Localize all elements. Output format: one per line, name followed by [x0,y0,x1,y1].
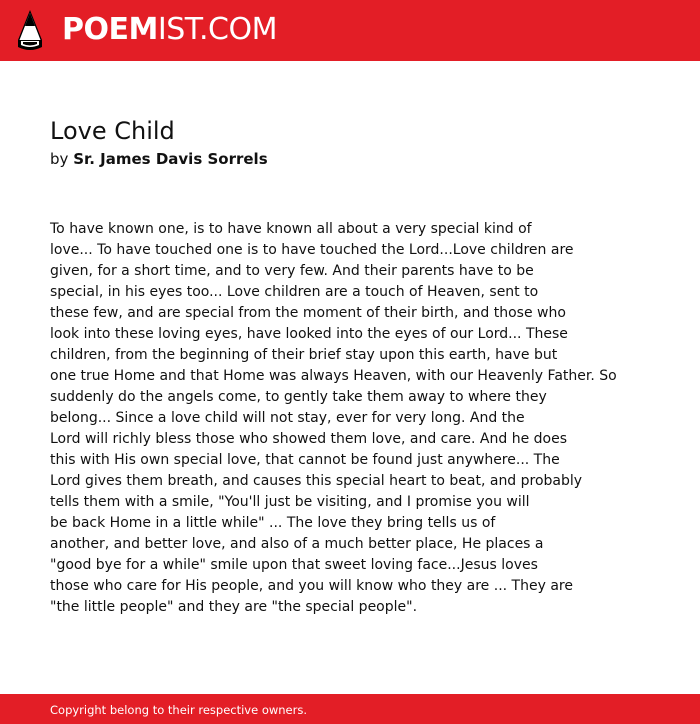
poem-line: children, from the beginning of their brief stay upon this earth, have but [50,347,558,363]
poem-author: Sr. James Davis Sorrels [73,150,268,168]
logo-bold-text: POEM [62,12,158,47]
poem-body [50,219,670,618]
poem-line: those who care for His people, and you will know who they are ... They are [50,578,573,594]
logo-light-text: IST.COM [157,12,277,47]
pencil-tip-icon [18,10,42,51]
poem-line: belong... Since a love child will not stay, ever for very long. And the [50,410,525,426]
copyright-text: Copyright belong to their respective owners. [50,703,308,717]
poem-line: "the little people" and they are "the special people". [50,599,418,615]
poem-line: one true Home and that Home was always Heaven, with our Heavenly Father. So [50,368,617,384]
poem-line: love... To have touched one is to have touched the Lord...Love children are [50,242,574,258]
poem-line: these few, and are special from the moment of their birth, and those who [50,305,566,321]
poem-line: special, in his eyes too... Love children are a touch of Heaven, sent to [50,284,539,300]
poem-byline [50,149,268,169]
by-label: by [50,150,69,168]
poem-line: tells them with a smile, "You'll just be visiting, and I promise you will [50,494,530,510]
poem-line: To have known one, is to have known all about a very special kind of [50,221,532,237]
poem-line: look into these loving eyes, have looked into the eyes of our Lord... These [50,326,568,342]
poem-line: another, and better love, and also of a much better place, He places a [50,536,544,552]
poem-title: Love Child [50,117,175,145]
poem-line: suddenly do the angels come, to gently take them away to where they [50,389,547,405]
poem-line: this with His own special love, that cannot be found just anywhere... The [50,452,560,468]
site-logo[interactable] [62,12,277,48]
site-footer [0,694,700,724]
poem-line: "good bye for a while" smile upon that sweet loving face...Jesus loves [50,557,538,573]
poem-line: Lord gives them breath, and causes this special heart to beat, and probably [50,473,583,489]
poem-line: given, for a short time, and to very few. And their parents have to be [50,263,534,279]
site-header [0,0,700,61]
poem-line: Lord will richly bless those who showed them love, and care. And he does [50,431,567,447]
poem-line: be back Home in a little while" ... The love they bring tells us of [50,515,496,531]
